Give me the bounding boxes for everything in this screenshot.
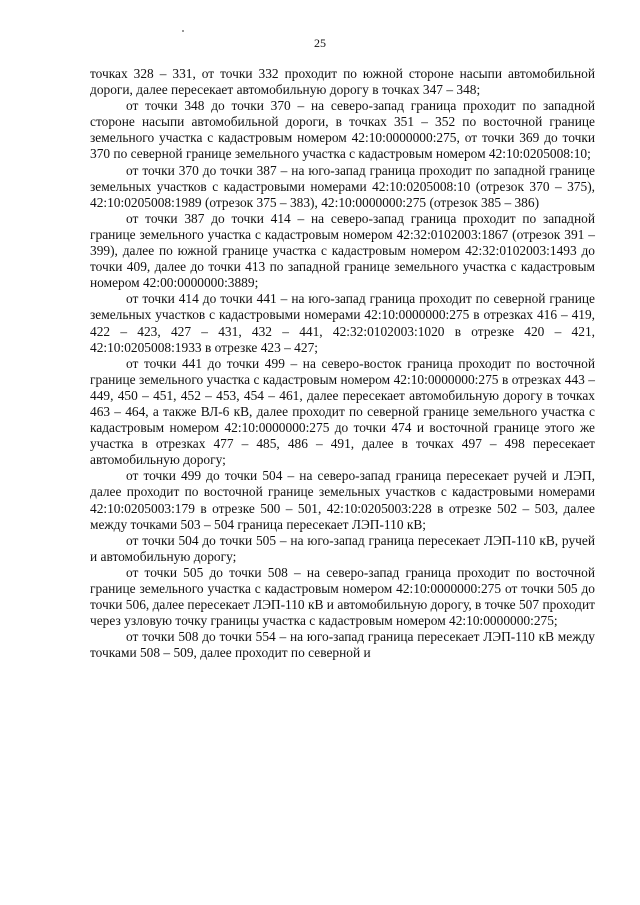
- paragraph: от точки 441 до точки 499 – на северо-восток граница проходит по восточной границе земельного участка с кадастровым номером 42:10:0000000:275 в отрезках 443 – 449, 450 – 451, 452 – 453, 454 – 461, далее пересекает автомобильную дорогу в точках 463 – 464, а также ВЛ-6 кВ, далее проходит по северной границе земельного участка с кадастровым номером 42:10:0000000:275 до точки 474 и восточной границе этого же участка в отрезках 477 – 485, 486 – 491, далее в точках 497 – 498 пересекает автомобильную дорогу;: [90, 355, 595, 468]
- scan-speck: [182, 30, 184, 32]
- paragraph: от точки 508 до точки 554 – на юго-запад граница пересекает ЛЭП-110 кВ между точками 508 – 509, далее проходит по северной и: [90, 629, 595, 661]
- paragraph: от точки 387 до точки 414 – на северо-запад граница проходит по западной границе земельного участка с кадастровым номером 42:32:0102003:1867 (отрезок 391 – 399), далее по южной границе участка с кадастровым номером 42:32:0102003:1493 до точки 409, далее до точки 413 по западной границе земельного участка с кадастровым номером 42:00:0000000:3889;: [90, 210, 595, 291]
- paragraph: от точки 348 до точки 370 – на северо-запад граница проходит по западной стороне насыпи автомобильной дороги, в точках 351 – 352 по восточной границе земельного участка с кадастровым номером 42:10:0000000:275, от точки 369 до точки 370 по северной границе земельного участка с кадастровым номером 42:10:0205008:10;: [90, 98, 595, 162]
- paragraph: точках 328 – 331, от точки 332 проходит по южной стороне насыпи автомобильной дороги, далее пересекает автомобильную дорогу в точках 347 – 348;: [90, 66, 595, 98]
- paragraph: от точки 414 до точки 441 – на юго-запад граница проходит по северной границе земельных участков с кадастровыми номерами 42:10:0000000:275 в отрезках 416 – 419, 422 – 423, 427 – 431, 432 – 441, 42:32:0102003:1020 в отрезке 420 – 421, 42:10:0205008:1933 в отрезке 423 – 427;: [90, 291, 595, 355]
- paragraph: от точки 499 до точки 504 – на северо-запад граница пересекает ручей и ЛЭП, далее проходит по восточной границе земельных участков с кадастровыми номерами 42:10:0205003:179 в отрезке 500 – 501, 42:10:0205003:228 в отрезке 502 – 503, далее между точками 503 – 504 граница пересекает ЛЭП-110 кВ;: [90, 468, 595, 532]
- paragraph: от точки 505 до точки 508 – на северо-запад граница проходит по восточной границе земельного участка с кадастровым номером 42:10:0000000:275 от точки 505 до точки 506, далее пересекает ЛЭП-110 кВ и автомобильную дорогу, в точке 507 проходит через узловую точку границы участка с кадастровым номером 42:10:0000000:275;: [90, 564, 595, 629]
- document-body: [90, 66, 595, 661]
- paragraph: от точки 370 до точки 387 – на юго-запад граница проходит по западной границе земельных участков с кадастровыми номерами 42:10:0205008:10 (отрезок 370 – 375), 42:10:0205008:1989 (отрезок 375 – 383), 42:10:0000000:275 (отрезок 385 – 386): [90, 162, 595, 210]
- paragraph: от точки 504 до точки 505 – на юго-запад граница пересекает ЛЭП-110 кВ, ручей и автомобильную дорогу;: [90, 532, 595, 564]
- page-number: 25: [314, 36, 326, 50]
